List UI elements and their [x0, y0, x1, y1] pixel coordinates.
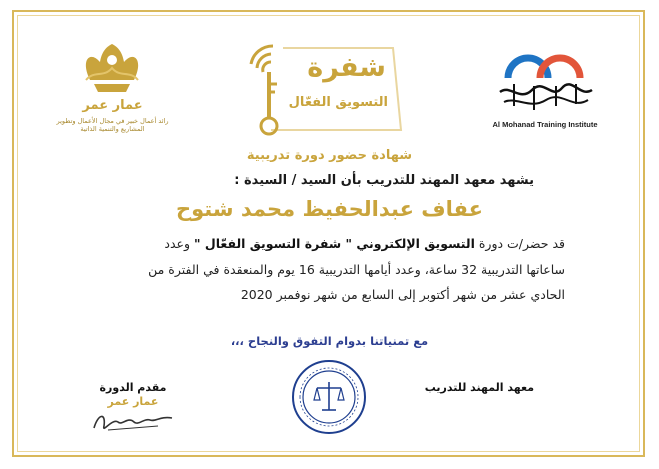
- period-line: الحادي عشر من شهر أكتوبر إلى السابع من شهر نوفمبر 2020: [240, 287, 565, 302]
- institute-emblem-icon: [480, 40, 610, 120]
- institute-seal-icon: [290, 358, 368, 436]
- recipient-name: عفاف عبدالحفيظ محمد شتوح: [176, 197, 483, 221]
- institute-english-name: Al Mohanad Training Institute: [492, 120, 598, 129]
- course-name: التسويق الإلكتروني " شفرة التسويق الفعّال ": [194, 236, 475, 251]
- certificate-title: شهادة حضور دورة تدريبية: [246, 148, 413, 163]
- trainer-logo-tagline: رائد أعمال خبير في مجال الأعمال وتطوير المشاريع والتنمية الذاتية: [56, 117, 169, 133]
- handwritten-signature: [88, 408, 178, 436]
- presenter-name: عمار عمر: [107, 395, 159, 408]
- course-line-suffix: وعدد: [164, 236, 191, 251]
- hours-line: ساعاتها التدريبية 32 ساعة، وعدد أيامها التدريبية 16 يوم والمنعقدة في الفترة من: [148, 262, 565, 277]
- course-logo-subtitle: التسويق الفعّال: [288, 95, 388, 110]
- course-line-prefix: قد حضر/ت دورة: [478, 236, 565, 251]
- witness-statement: يشهد معهد المهند للتدريب بأن السيد / السيدة :: [234, 173, 534, 188]
- wishes-line: مع تمنياتنا بدوام التفوق والنجاح ،،،: [230, 334, 429, 348]
- trainer-logo-name: عمار عمر: [82, 98, 143, 113]
- course-line: [95, 236, 565, 251]
- presenter-role: مقدم الدورة: [99, 381, 167, 394]
- institute-logo: [480, 40, 610, 135]
- institute-signature-label: معهد المهند للتدريب: [424, 381, 534, 394]
- course-logo: [243, 40, 408, 140]
- crown-figure-icon: [50, 40, 175, 98]
- course-logo-title: شفرة: [307, 52, 386, 83]
- trainer-logo: [50, 40, 175, 135]
